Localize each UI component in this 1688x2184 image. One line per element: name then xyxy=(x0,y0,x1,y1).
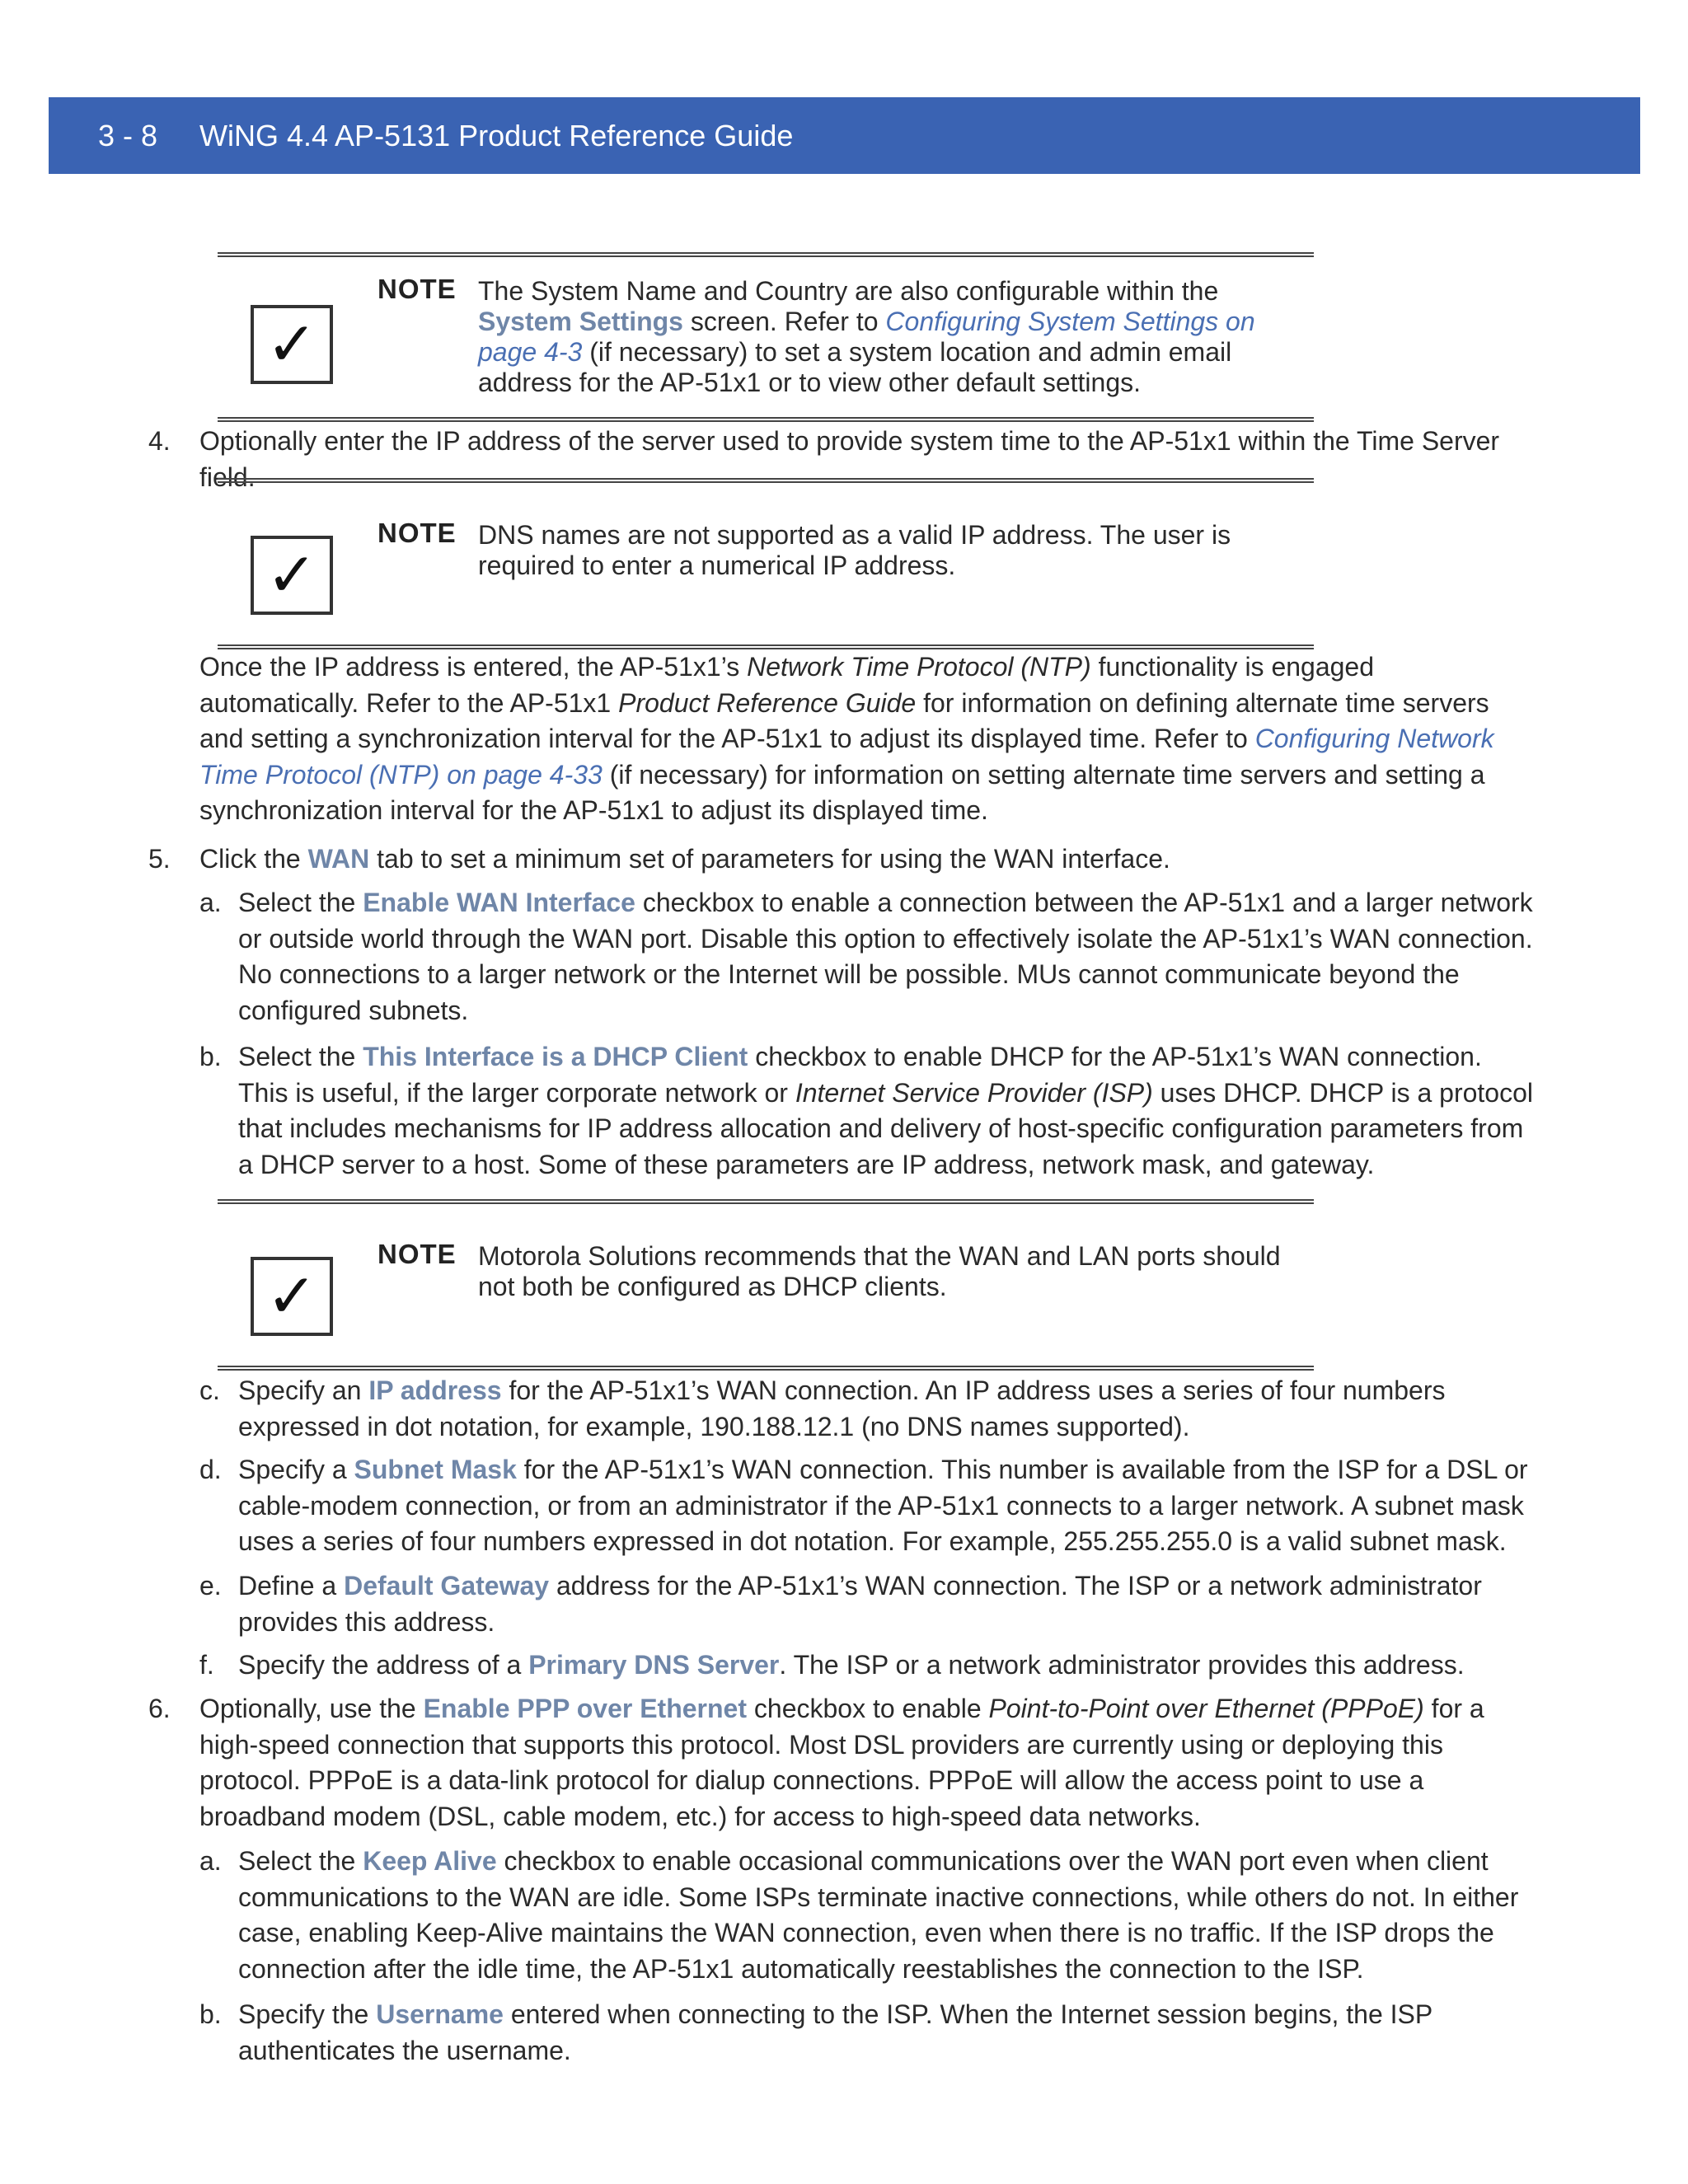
checkmark-icon: ✓ xyxy=(251,536,333,615)
step-number: 5. xyxy=(148,844,171,874)
checkmark-icon: ✓ xyxy=(251,305,333,384)
substep-text: Specify an IP address for the AP-51x1’s WAN connection. An IP address uses a series of four numbers expressed in dot notation, for example, 190.188.12.1 (no DNS names supported). xyxy=(238,1376,1446,1441)
substep-letter: b. xyxy=(199,1999,222,2029)
system-settings-ref: System Settings xyxy=(478,307,683,336)
substep-text: Select the This Interface is a DHCP Client checkbox to enable DHCP for the AP-51x1’s WAN connection. This is useful, if the larger corporate network or Internet Service Provider (ISP) uses DHCP. DHCP is a protocol that includes mechanisms for IP address allocation and delivery of host-specific configuration parameters from a DHCP server to a host. Some of these parameters are IP address, network mask, and gateway. xyxy=(238,1042,1533,1179)
enable-wan-interface-ref: Enable WAN Interface xyxy=(363,888,635,917)
substep-letter: f. xyxy=(199,1650,214,1680)
configuring-ntp-link[interactable]: Configuring Network Time Protocol (NTP) on page 4-33 xyxy=(199,724,1494,790)
note-box xyxy=(218,478,1314,649)
substep-letter: d. xyxy=(199,1455,222,1484)
substep-letter: c. xyxy=(199,1376,220,1405)
document-title: WiNG 4.4 AP-5131 Product Reference Guide xyxy=(199,118,794,152)
keep-alive-ref: Keep Alive xyxy=(363,1846,497,1876)
subnet-mask-ref: Subnet Mask xyxy=(354,1455,517,1484)
substep-text: Select the Keep Alive checkbox to enable occasional communications over the WAN port even when client communications to the WAN are idle. Some ISPs terminate inactive connections, while others do not. In either case, enabling Keep-Alive maintains the WAN connection, even when there is no traffic. If the ISP drops the connection after the idle time, the AP-51x1 automatically reestablishes the connection to the ISP. xyxy=(238,1846,1519,1984)
step-text: Optionally enter the IP address of the server used to provide system time to the AP-51x1 within the Time Server field. xyxy=(199,426,1500,492)
note-label: NOTE xyxy=(377,518,457,548)
page-number: 3 - 8 xyxy=(98,118,158,152)
wan-tab-ref: WAN xyxy=(307,844,370,874)
note-text: Motorola Solutions recommends that the WAN and LAN ports should not both be configured as DHCP clients. xyxy=(478,1241,1281,1301)
default-gateway-ref: Default Gateway xyxy=(344,1571,550,1601)
username-ref: Username xyxy=(376,1999,504,2029)
substep-letter: b. xyxy=(199,1042,222,1071)
step-number: 4. xyxy=(148,426,171,456)
page-header xyxy=(49,97,1640,174)
step-number: 6. xyxy=(148,1694,171,1723)
dhcp-client-ref: This Interface is a DHCP Client xyxy=(363,1042,748,1071)
substep-letter: a. xyxy=(199,888,222,917)
substep-text: Define a Default Gateway address for the AP-51x1’s WAN connection. The ISP or a network administrator provides this address. xyxy=(238,1571,1482,1637)
configuring-system-settings-link[interactable]: Configuring System Settings on page 4-3 xyxy=(478,307,1255,367)
note-label: NOTE xyxy=(377,274,457,304)
note-box xyxy=(218,252,1314,422)
primary-dns-ref: Primary DNS Server xyxy=(528,1650,780,1680)
substep-text: Specify the Username entered when connecting to the ISP. When the Internet session begins, the ISP authenticates the username. xyxy=(238,1999,1432,2065)
checkmark-icon: ✓ xyxy=(251,1257,333,1336)
step-text: Click the WAN tab to set a minimum set of parameters for using the WAN interface. xyxy=(199,844,1170,874)
substep-text: Specify the address of a Primary DNS Server. The ISP or a network administrator provides this address. xyxy=(238,1650,1465,1680)
ip-address-ref: IP address xyxy=(368,1376,502,1405)
note-label: NOTE xyxy=(377,1239,457,1269)
substep-letter: e. xyxy=(199,1571,222,1601)
note-box xyxy=(218,1199,1314,1371)
substep-letter: a. xyxy=(199,1846,222,1876)
enable-pppoe-ref: Enable PPP over Ethernet xyxy=(423,1694,747,1723)
note-text: The System Name and Country are also configurable within the System Settings screen. Refer to Configuring System Settings on page 4-3 (if necessary) to set a system location and admin email address for the AP-51x1 or to view other default settings. xyxy=(478,276,1255,397)
ntp-paragraph: Once the IP address is entered, the AP-51x1’s Network Time Protocol (NTP) functionality is engaged automatically. Refer to the AP-51x1 Product Reference Guide for information on defining alternate time servers and setting a synchronization interval for the AP-51x1 to adjust its displayed time. Refer to Configuring Network Time Protocol (NTP) on page 4-33 (if necessary) for information on setting alternate time servers and setting a synchronization interval for the AP-51x1 to adjust its displayed time. xyxy=(199,652,1494,825)
note-text: DNS names are not supported as a valid IP address. The user is required to enter a numerical IP address. xyxy=(478,520,1231,580)
step-text: Optionally, use the Enable PPP over Ethernet checkbox to enable Point-to-Point over Ethernet (PPPoE) for a high-speed connection that supports this protocol. Most DSL providers are currently using or deploying this protocol. PPPoE is a data-link protocol for dialup connections. PPPoE will allow the access point to use a broadband modem (DSL, cable modem, etc.) for access to high-speed data networks. xyxy=(199,1694,1484,1831)
substep-text: Select the Enable WAN Interface checkbox to enable a connection between the AP-51x1 and a larger network or outside world through the WAN port. Disable this option to effectively isolate the AP-51x1’s WAN connection. No connections to a larger network or the Internet will be possible. MUs cannot communicate beyond the configured subnets. xyxy=(238,888,1533,1025)
substep-text: Specify a Subnet Mask for the AP-51x1’s WAN connection. This number is available from the ISP for a DSL or cable-modem connection, or from an administrator if the AP-51x1 connects to a larger network. A subnet mask uses a series of four numbers expressed in dot notation. For example, 255.255.255.0 is a valid subnet mask. xyxy=(238,1455,1528,1556)
